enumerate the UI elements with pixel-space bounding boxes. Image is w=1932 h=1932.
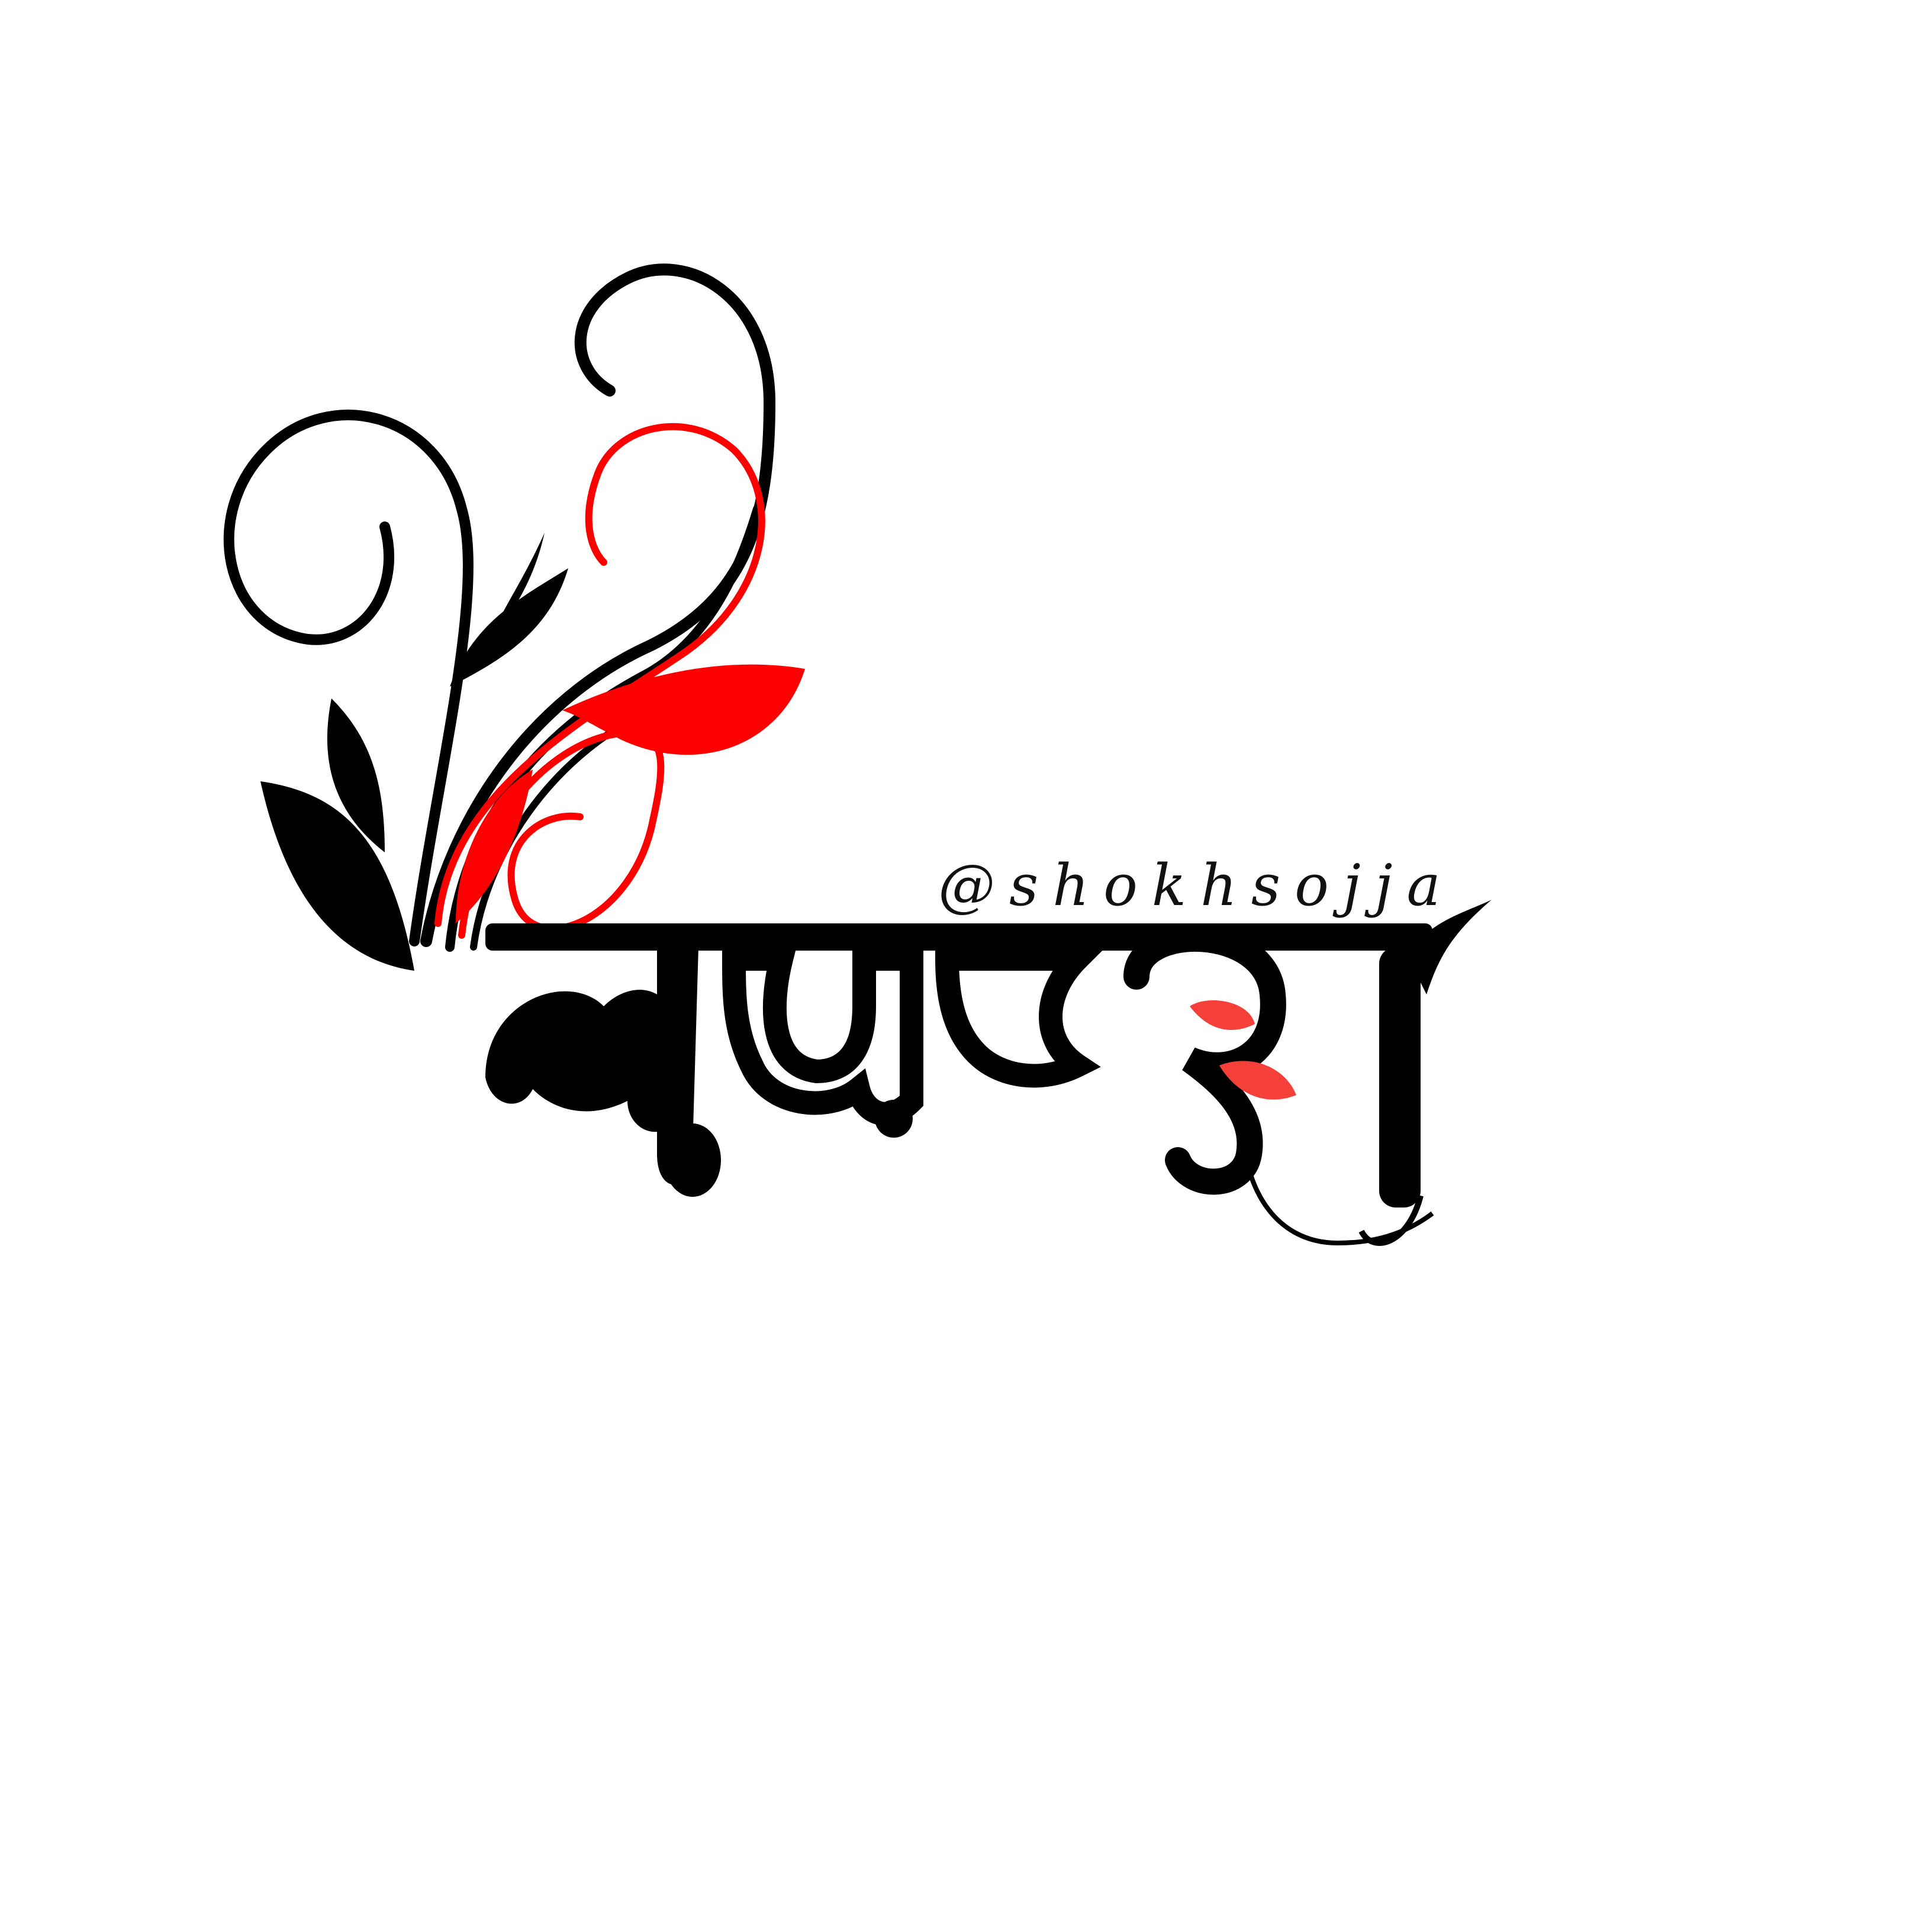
wordmark-lettering [485,900,1492,1243]
brand-handle: @shokhsojja [938,852,1455,919]
floral-swirl-icon [229,269,805,971]
